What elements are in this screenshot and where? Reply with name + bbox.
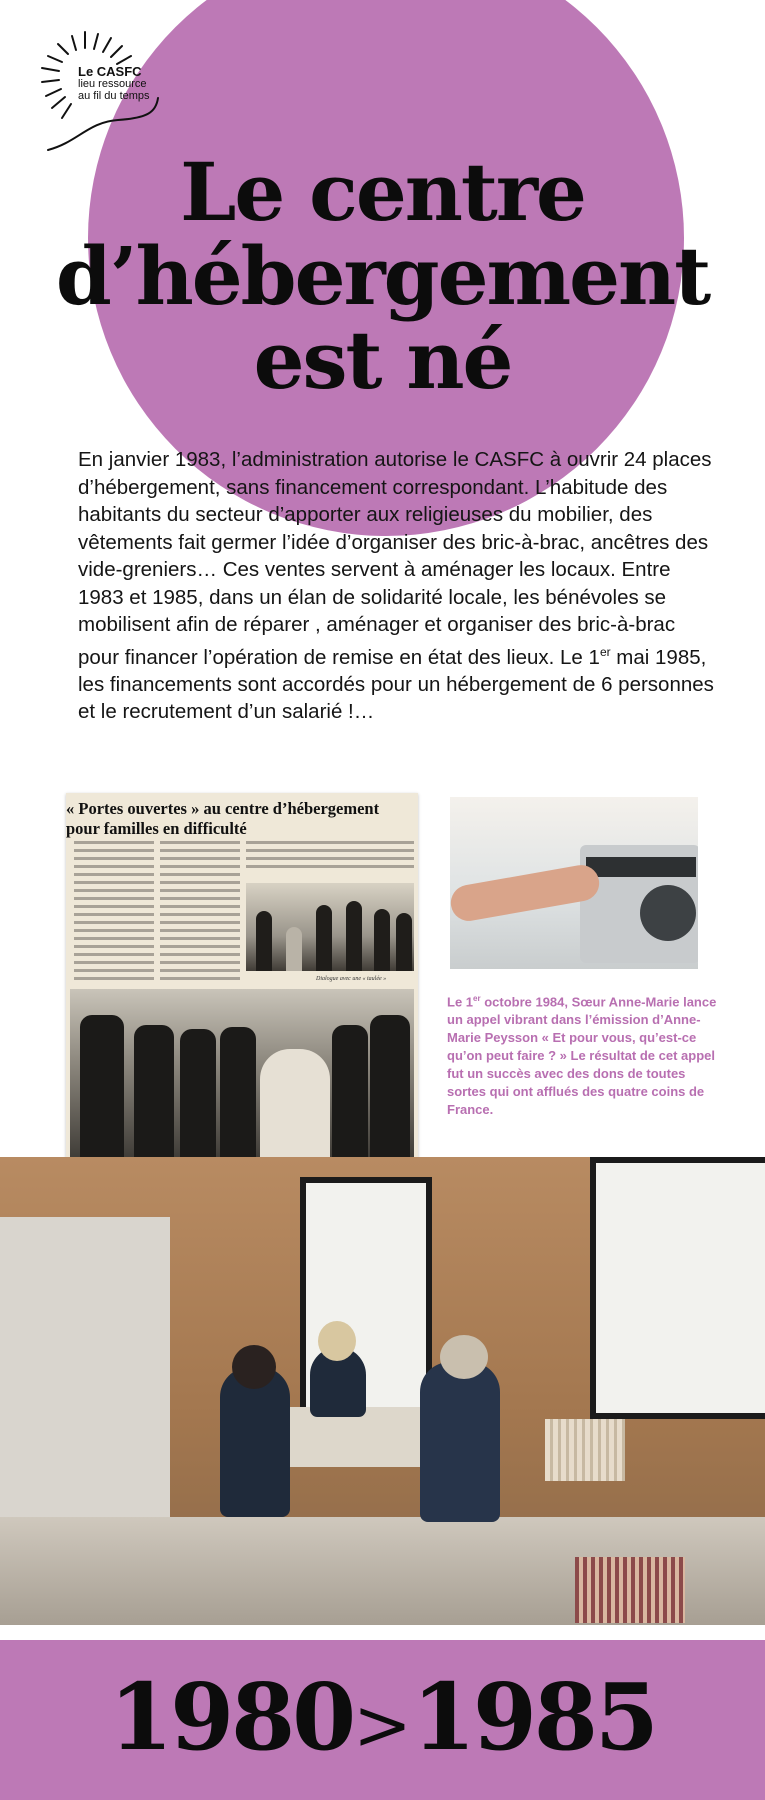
title-line-1: Le centre <box>180 145 585 239</box>
clipping-photo-dialogue <box>246 883 414 971</box>
logo-name: Le CASFC <box>78 64 142 79</box>
radio-caption-text-2: octobre 1984, Sœur Anne-Marie lance un appel vibrant dans l’émission d’Anne-Marie Peysson « Et pour vous, qu’est-ce qu’on peut faire ? » Le résultat de cet appel fut un succès avec des dons de toutes sortes qui ont afflués des quatre coins de France. <box>447 994 717 1118</box>
title-line-2: d’hébergement <box>55 229 710 323</box>
radio-caption-text-1: Le 1 <box>447 994 474 1010</box>
intro-paragraph <box>78 446 718 726</box>
casfc-logo <box>28 22 168 162</box>
radio-caption-sup: er <box>473 994 481 1003</box>
clipping-column-2 <box>160 841 240 985</box>
kitchen-photo <box>0 1157 765 1625</box>
radio-caption <box>447 990 717 1119</box>
newspaper-clipping <box>66 793 418 1188</box>
arrow-separator: > <box>353 1684 412 1766</box>
clipping-caption-1: Dialogue avec une « taulée » <box>316 976 387 982</box>
period-label <box>0 1662 765 1780</box>
clipping-photo-hommage <box>70 989 414 1165</box>
year-start: 1980 <box>109 1663 354 1771</box>
title-line-3: est né <box>253 313 512 407</box>
intro-text-1: En janvier 1983, l’administration autorise le CASFC à ouvrir 24 places d’hébergement, sans financement correspondant. L’habitude des habitants du secteur d’apporter aux religieuses du mobilier, des vêtements fait germer l’idée d’organiser des bric-à-brac, ancêtres des vide-greniers… Ces ventes servent à aménager les locaux. Entre 1983 et 1985, dans un élan de solidarité locale, les bénévoles se mobilisent afin de réparer , aménager et organiser des bric-à-brac pour financer l’opération de remise en état des lieux. Le 1 <box>78 448 712 669</box>
clipping-headline-2: pour familles en difficulté <box>66 819 247 838</box>
year-end: 1985 <box>411 1663 656 1771</box>
clipping-headline-1: « Portes ouvertes » au centre d’hébergement <box>66 799 380 818</box>
clipping-column-1 <box>74 841 154 985</box>
intro-sup: er <box>599 644 611 659</box>
logo-text <box>78 66 150 102</box>
logo-tagline-1: lieu ressource <box>78 78 147 90</box>
logo-tagline-2: au fil du temps <box>78 90 150 102</box>
clipping-headline <box>66 799 418 839</box>
intro-text-2: mai 1985, les financements sont accordés pour un hébergement de 6 personnes et le recrutement d’un salarié !… <box>78 645 714 724</box>
page-title <box>0 145 765 407</box>
radio-photo <box>450 797 698 969</box>
clipping-column-3 <box>246 841 414 873</box>
